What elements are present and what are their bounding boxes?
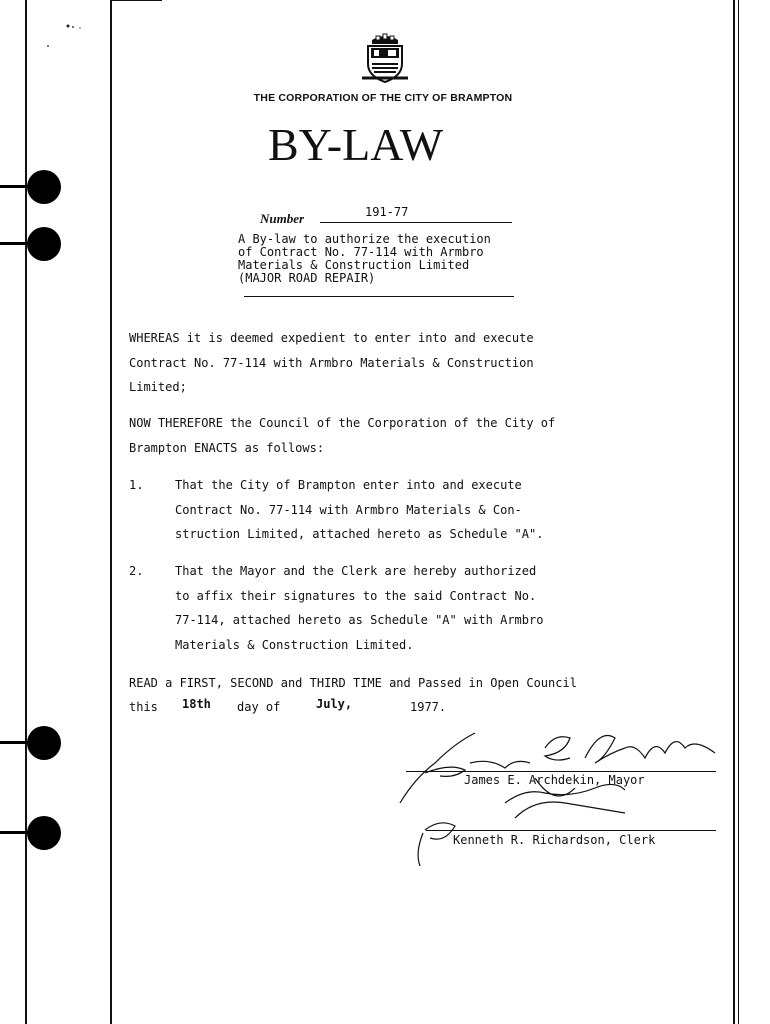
read-line: READ a FIRST, SECOND and THIRD TIME and Passed in Open Council	[129, 676, 577, 690]
clerk-name: Kenneth R. Richardson, Clerk	[453, 833, 656, 847]
item-number: 1.	[129, 478, 144, 492]
whereas-clause: WHEREAS it is deemed expedient to enter into and execute Contract No. 77-114 with Armbro Materials & Construction Limited;	[129, 331, 534, 394]
document-title: BY-LAW	[268, 119, 444, 170]
now-therefore-clause: NOW THEREFORE the Council of the Corporation of the City of Brampton ENACTS as follows:	[129, 416, 556, 455]
description-rule	[244, 296, 514, 297]
read-month: July,	[316, 697, 353, 711]
bylaw-description: A By-law to authorize the execution of Contract No. 77-114 with Armbro Materials & Construction Limited (MAJOR ROAD REPAIR)	[238, 232, 491, 285]
binder-tab	[0, 185, 30, 188]
read-year: 1977.	[410, 700, 447, 714]
number-label: Number	[260, 211, 305, 226]
binder-tab	[0, 741, 30, 744]
binder-hole	[27, 726, 61, 760]
item-number: 2.	[129, 564, 144, 578]
binder-hole	[27, 170, 61, 204]
city-crest-icon	[358, 30, 412, 84]
handwritten-signatures	[395, 718, 735, 868]
corporation-name: THE CORPORATION OF THE CITY OF BRAMPTON	[253, 92, 513, 104]
item-text: That the Mayor and the Clerk are hereby authorized to affix their signatures to the said Contract No. 77-114, attached hereto as Schedule "A" with Armbro Materials & Construction Limited.	[175, 564, 544, 652]
binder-tab	[0, 242, 30, 245]
read-this: this	[129, 700, 158, 714]
right-margin-rule	[733, 0, 735, 1024]
binder-hole	[27, 816, 61, 850]
scan-specks	[40, 18, 100, 58]
top-edge-rule	[110, 0, 162, 1]
read-day: 18th	[182, 697, 211, 711]
binder-hole	[27, 227, 61, 261]
binder-tab	[0, 831, 30, 834]
bylaw-number: 191-77	[365, 205, 409, 219]
number-underline	[320, 222, 512, 223]
read-day-of: day of	[237, 700, 281, 714]
right-margin-rule-outer	[738, 0, 739, 1024]
left-margin-rule	[25, 0, 27, 1024]
left-margin-rule-inner	[110, 0, 112, 1024]
item-text: That the City of Brampton enter into and execute Contract No. 77-114 with Armbro Materials & Con- struction Limited, attached hereto as Schedule "A".	[175, 478, 544, 541]
mayor-name: James E. Archdekin, Mayor	[464, 773, 645, 787]
